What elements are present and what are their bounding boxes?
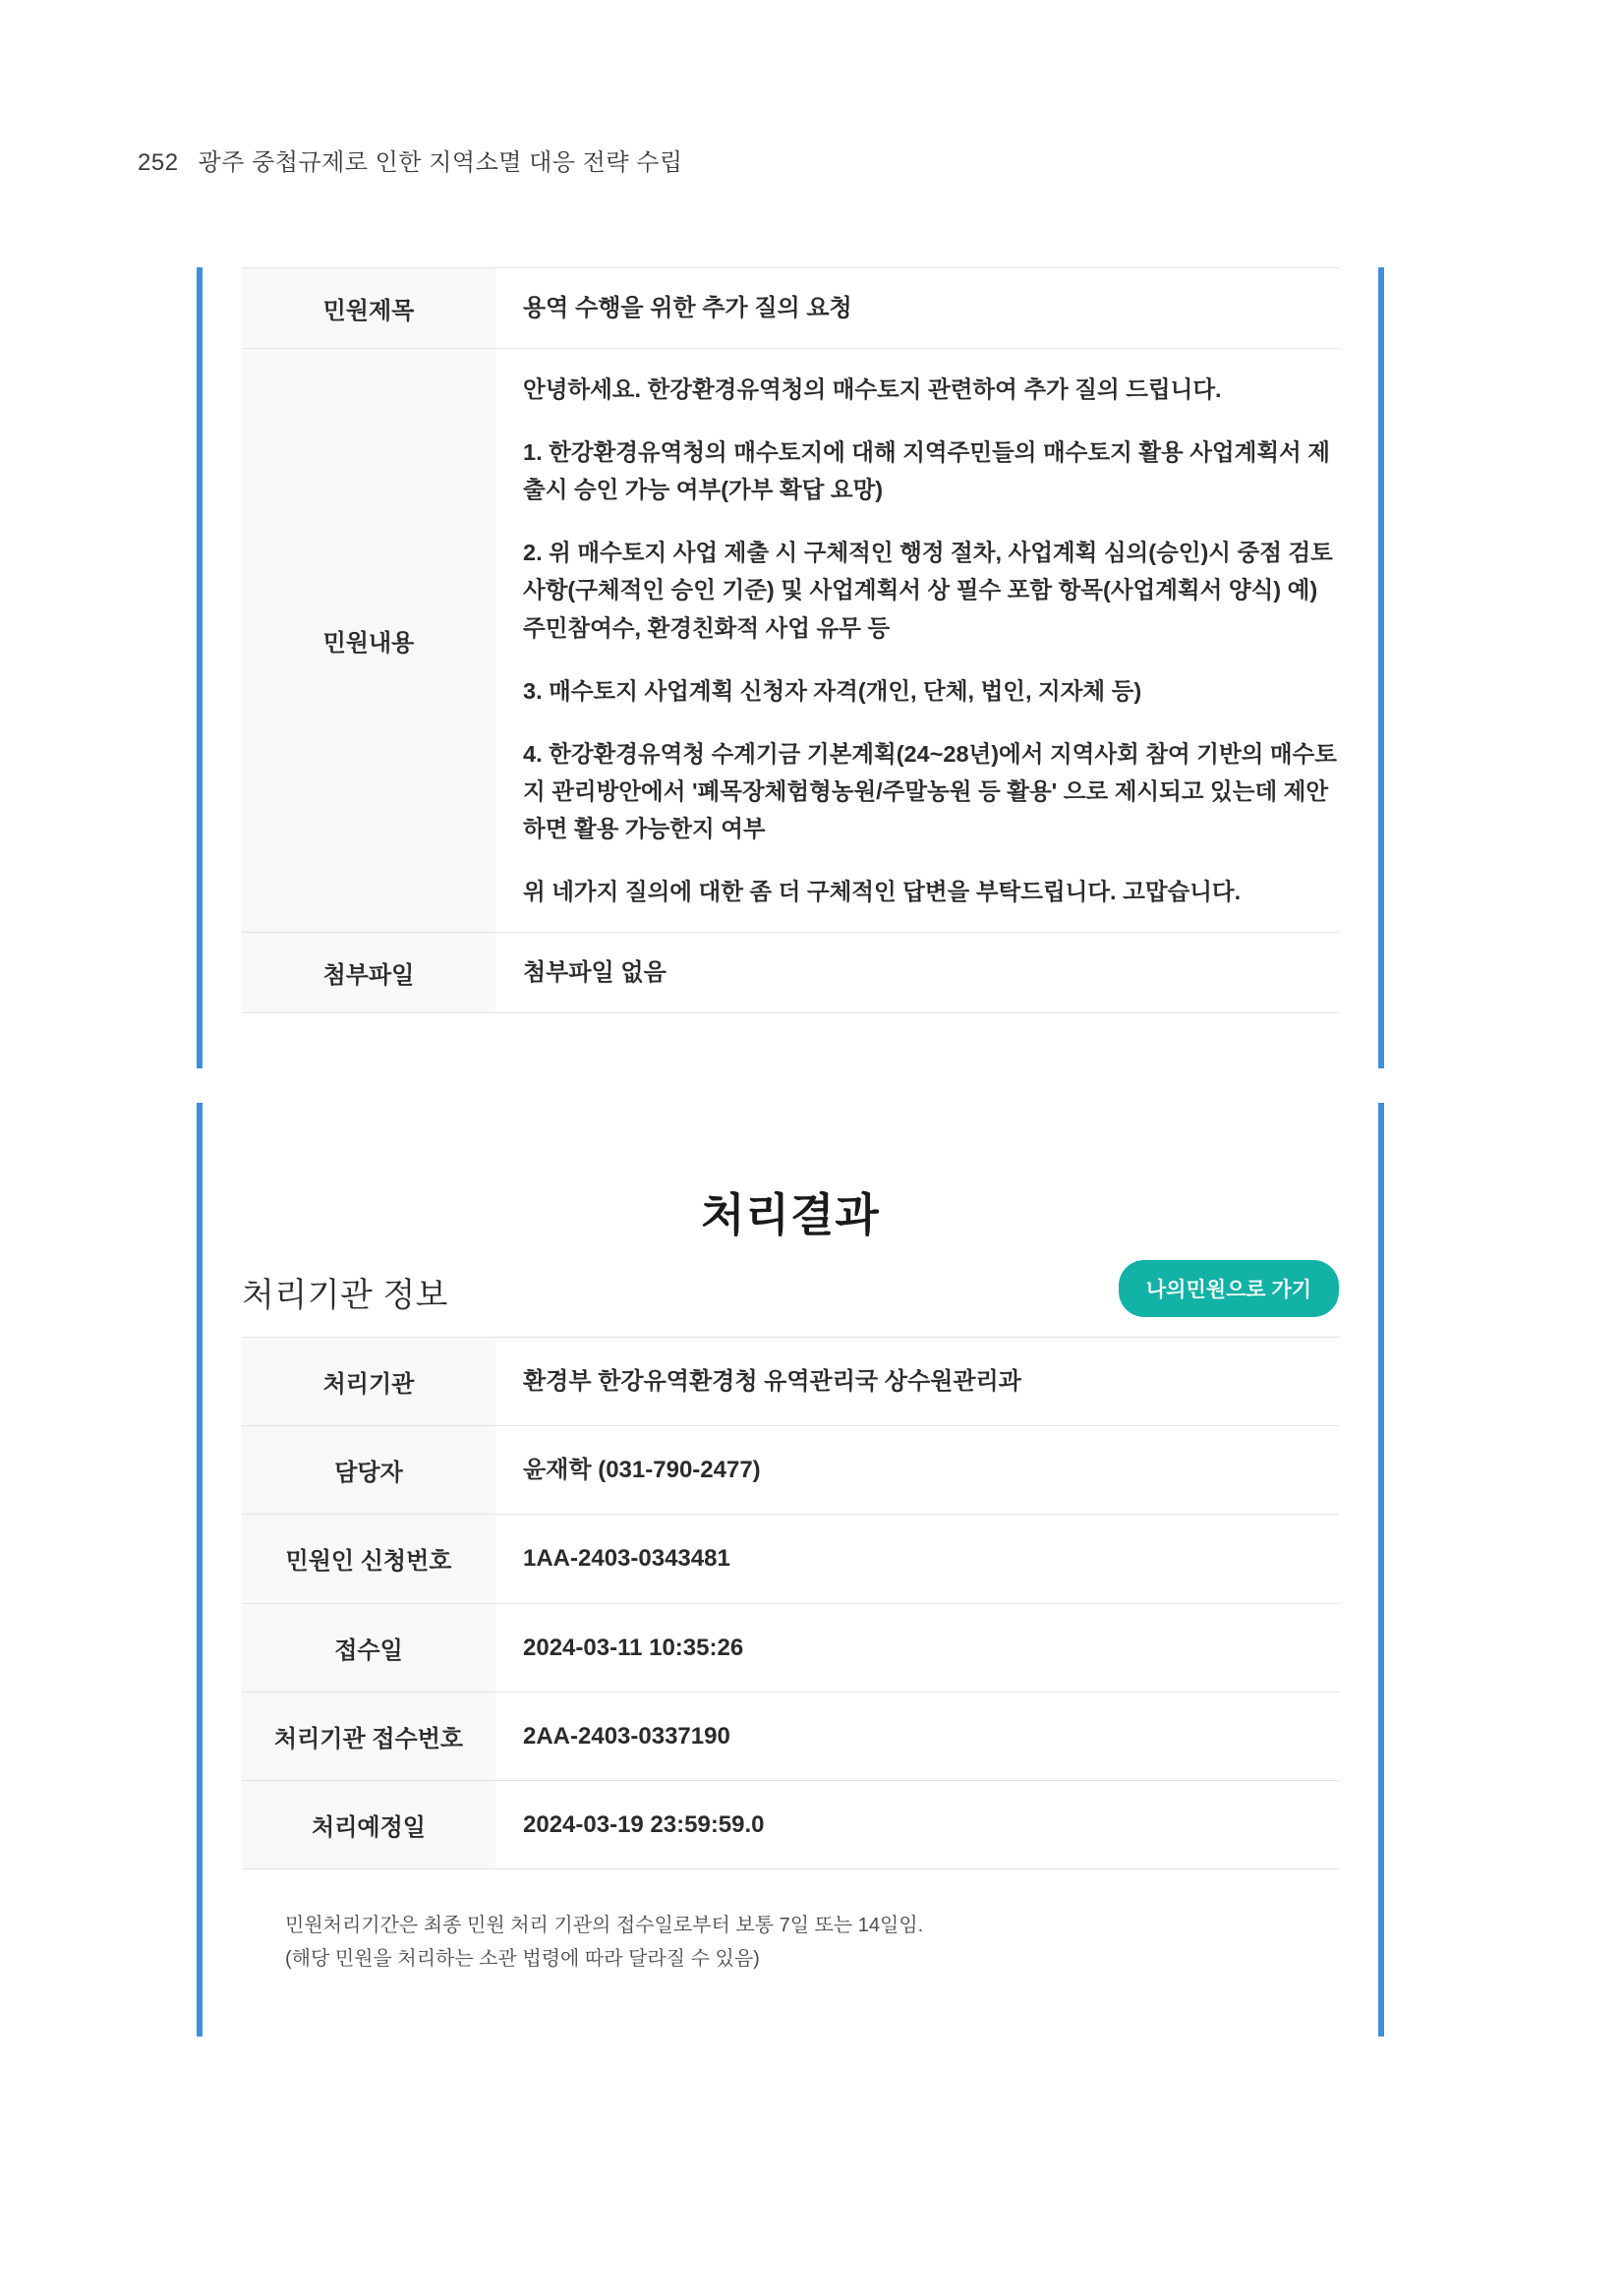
table-row bbox=[242, 1603, 1339, 1692]
table-row bbox=[242, 1692, 1339, 1780]
table-row bbox=[242, 1337, 1339, 1425]
row-value: 2AA-2403-0337190 bbox=[523, 1722, 730, 1750]
complaint-paragraph: 3. 매수토지 사업계획 신청자 자격(개인, 단체, 법인, 지자체 등) bbox=[523, 677, 1142, 704]
row-label: 처리예정일 bbox=[242, 1781, 495, 1868]
table-row bbox=[242, 932, 1339, 1013]
row-value bbox=[495, 349, 1339, 932]
row-label: 민원인 신청번호 bbox=[242, 1515, 495, 1602]
complaint-paragraph: 안녕하세요. 한강환경유역청의 매수토지 관련하여 추가 질의 드립니다. bbox=[523, 376, 1222, 403]
row-value: 환경부 한강유역환경청 유역관리국 상수원관리과 bbox=[523, 1368, 1021, 1395]
row-label: 담당자 bbox=[242, 1426, 495, 1514]
row-value: 윤재학 (031-790-2477) bbox=[523, 1457, 761, 1484]
row-value: 2024-03-11 10:35:26 bbox=[523, 1634, 744, 1661]
processing-period-notice bbox=[285, 1909, 1339, 1976]
row-label: 처리기관 접수번호 bbox=[242, 1693, 495, 1780]
row-value: 1AA-2403-0343481 bbox=[523, 1545, 730, 1573]
row-label: 접수일 bbox=[242, 1604, 495, 1692]
row-value: 용역 수행을 위한 추가 질의 요청 bbox=[523, 295, 852, 321]
row-label: 민원제목 bbox=[242, 268, 495, 348]
row-label: 민원내용 bbox=[242, 349, 495, 932]
table-row bbox=[242, 1514, 1339, 1602]
table-row bbox=[242, 267, 1339, 348]
go-to-my-complaints-button[interactable]: 나의민원으로 가기 bbox=[1119, 1260, 1339, 1317]
notice-line: (해당 민원을 처리하는 소관 법령에 따라 달라질 수 있음) bbox=[285, 1948, 760, 1970]
row-label: 첨부파일 bbox=[242, 933, 495, 1012]
result-table bbox=[242, 1337, 1339, 1869]
org-info-heading: 처리기관 정보 bbox=[242, 1277, 449, 1314]
page-number: 252 bbox=[138, 149, 179, 176]
complaint-card bbox=[197, 267, 1384, 1068]
running-head-title: 광주 중첩규제로 인한 지역소멸 대응 전략 수립 bbox=[198, 149, 683, 176]
table-row bbox=[242, 348, 1339, 932]
card-right-accent-bar bbox=[1378, 267, 1384, 1068]
notice-line: 민원처리기간은 최종 민원 처리 기관의 접수일로부터 보통 7일 또는 14일임. bbox=[285, 1915, 924, 1936]
row-value: 첨부파일 없음 bbox=[523, 958, 667, 986]
complaint-paragraph: 4. 한강환경유역청 수계기금 기본계획(24~28년)에서 지역사회 참여 기반의 매수토지 관리방안에서 '폐목장체험형농원/주말농원 등 활용' 으로 제시되고 있는데 제안하면 활용 가능한지 여부 bbox=[523, 740, 1337, 841]
card-left-accent-bar bbox=[197, 267, 203, 1068]
table-row bbox=[242, 1425, 1339, 1514]
complaint-paragraph: 1. 한강환경유역청의 매수토지에 대해 지역주민들의 매수토지 활용 사업계획서 제출시 승인 가능 여부(가부 확답 요망) bbox=[523, 439, 1330, 503]
complaint-paragraph: 위 네가지 질의에 대한 좀 더 구체적인 답변을 부탁드립니다. 고맙습니다. bbox=[523, 878, 1242, 904]
table-row bbox=[242, 1780, 1339, 1869]
result-card bbox=[197, 1103, 1384, 2037]
result-title: 처리결과 bbox=[701, 1189, 880, 1240]
row-value: 2024-03-19 23:59:59.0 bbox=[523, 1810, 765, 1838]
running-head bbox=[138, 143, 683, 177]
complaint-table bbox=[242, 267, 1339, 1013]
row-label: 처리기관 bbox=[242, 1338, 495, 1425]
complaint-paragraph: 2. 위 매수토지 사업 제출 시 구체적인 행정 절차, 사업계획 심의(승인)시 중점 검토사항(구체적인 승인 기준) 및 사업계획서 상 필수 포함 항목(사업계획서 양식) 예) 주민참여수, 환경친화적 사업 유무 등 bbox=[523, 540, 1333, 641]
